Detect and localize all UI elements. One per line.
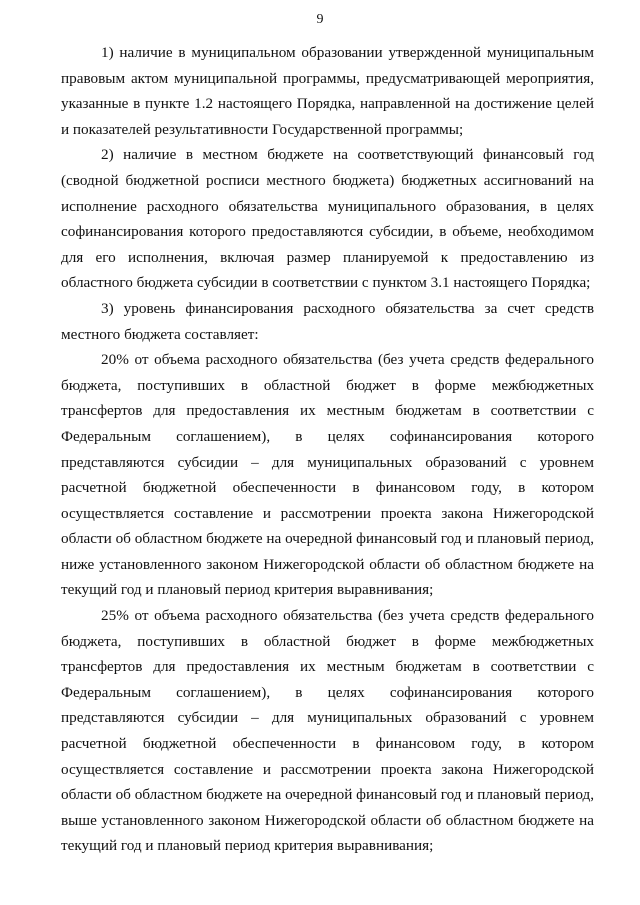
paragraph-25-percent: 25% от объема расходного обязательства (без учета средств федерального бюджета, поступивших в областной бюджет в форме межбюджетных трансфертов для предоставления их местным бюджетам в соответствии с Федеральным соглашением), в целях софинансирования которого представляются субсидии – для муниципальных образований с уровнем расчетной бюджетной обеспеченности в финансовом году, в котором осуществляется составление и рассмотрении проекта закона Нижегородской области об областном бюджете на очередной финансовый год и плановый период, выше установленного законом Нижегородской области об областном бюджете на текущий год и плановый период критерия выравнивания; [61, 607, 594, 855]
page-number: 9 [316, 12, 324, 27]
paragraph-condition-3: 3) уровень финансирования расходного обязательства за счет средств местного бюджета составляет: [61, 299, 594, 343]
paragraph-20-percent: 20% от объема расходного обязательства (без учета средств федерального бюджета, поступивших в областной бюджет в форме межбюджетных трансфертов для предоставления их местным бюджетам в соответствии с Федеральным соглашением), в целях софинансирования которого представляются субсидии – для муниципальных образований с уровнем расчетной бюджетной обеспеченности в финансовом году, в котором осуществляется составление и рассмотрении проекта закона Нижегородской области об областном бюджете на очередной финансовый год и плановый период, ниже установленного законом Нижегородской области об областном бюджете на текущий год и плановый период критерия выравнивания; [61, 351, 594, 599]
paragraph-condition-2: 2) наличие в местном бюджете на соответствующий финансовый год (сводной бюджетной росписи местного бюджета) бюджетных ассигнований на исполнение расходного обязательства муниципального образования, в целях софинансирования которого предоставляются субсидии, в объеме, необходимом для его исполнения, включая размер планируемой к предоставлению из областного бюджета субсидии в соответствии с пунктом 3.1 настоящего Порядка; [61, 146, 594, 292]
document-body [61, 40, 594, 859]
paragraph-condition-1: 1) наличие в муниципальном образовании утвержденной муниципальным правовым актом муниципальной программы, предусматривающей мероприятия, указанные в пункте 1.2 настоящего Порядка, направленной на достижение целей и показателей результативности Государственной программы; [61, 44, 594, 138]
